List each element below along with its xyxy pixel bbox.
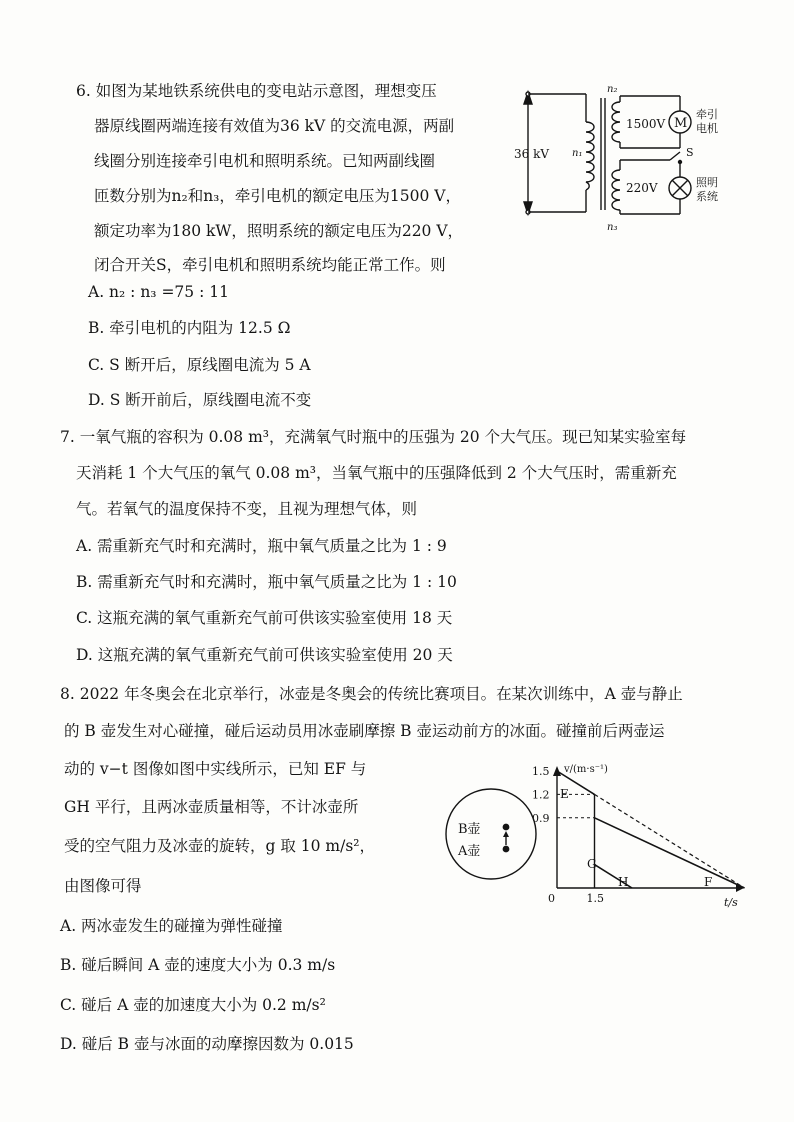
x-axis-label: t/s (724, 896, 738, 909)
motor-label-1: 牵引 (696, 108, 718, 121)
point-label-h: H (618, 875, 629, 889)
q8-line-4: GH 平行，且两冰壶质量相等，不计冰壶所 (64, 798, 359, 816)
transformer-diagram (508, 82, 724, 234)
n3-label: n₃ (607, 222, 618, 233)
stone-a (503, 846, 510, 853)
n1-label: n₁ (572, 148, 583, 159)
y-tick-label: 1.5 (532, 765, 550, 778)
y-axis-label: v/(m·s⁻¹) (564, 764, 608, 775)
q7-line-3: 气。若氧气的温度保持不变，且视为理想气体，则 (76, 500, 418, 518)
q6-option-b: B. 牵引电机的内阻为 12.5 Ω (88, 319, 291, 337)
q8-option-c: C. 碰后 A 壶的加速度大小为 0.2 m/s² (60, 996, 326, 1014)
q8-option-b: B. 碰后瞬间 A 壶的速度大小为 0.3 m/s (60, 956, 336, 974)
source-voltage-label: 36 kV (514, 147, 550, 161)
n2-label: n₂ (607, 84, 618, 95)
motor-label-2: 电机 (696, 122, 718, 135)
q8-line-2: 的 B 壶发生对心碰撞，碰后运动员用冰壶刷摩擦 B 壶运动前方的冰面。碰撞前后两壶运 (64, 722, 665, 740)
switch-label: S (686, 146, 694, 159)
q8-line-1: 8. 2022 年冬奥会在北京举行，冰壶是冬奥会的传统比赛项目。在某次训练中，A 壶与静止 (60, 685, 683, 703)
top-voltage-label: 1500V (626, 117, 666, 131)
x-tick-label: 1.5 (586, 892, 604, 905)
q8-line-3: 动的 v−t 图像如图中实线所示，已知 EF 与 (64, 760, 367, 778)
q6-line-5: 额定功率为180 kW，照明系统的额定电压为220 V， (94, 222, 464, 240)
motor-symbol: M (674, 116, 688, 131)
arrow-up-icon (503, 831, 509, 837)
q6-line-2: 器原线圈两端连接有效值为36 kV 的交流电源，两副 (94, 117, 455, 135)
bottom-voltage-label: 220V (626, 181, 658, 195)
q6-option-a: A. n₂ : n₃ =75 : 11 (88, 283, 229, 301)
q8-option-d: D. 碰后 B 壶与冰面的动摩擦因数为 0.015 (60, 1035, 354, 1053)
vt-graph (530, 760, 750, 910)
vt-series-line-f (595, 818, 745, 888)
q6-option-d: D. S 断开前后，原线圈电流不变 (88, 391, 312, 409)
q6-line-6: 闭合开关S，牵引电机和照明系统均能正常工作。则 (94, 256, 446, 274)
light-label-2: 系统 (696, 190, 718, 203)
q6-line-3: 线圈分别连接牵引电机和照明系统。已知两副线圈 (94, 152, 436, 170)
q8-line-6: 由图像可得 (64, 877, 142, 895)
point-label-e: E (560, 787, 569, 801)
origin-label: 0 (548, 892, 555, 905)
q7-option-b: B. 需重新充气时和充满时，瓶中氧气质量之比为 1 : 10 (76, 573, 457, 591)
point-label-f: F (704, 875, 713, 889)
q7-option-d: D. 这瓶充满的氧气重新充气前可供该实验室使用 20 天 (76, 646, 453, 664)
y-tick-label: 0.9 (532, 811, 550, 825)
stone-a-label: A壶 (458, 844, 481, 859)
stone-b-label: B壶 (458, 822, 481, 837)
point-label-g: G (587, 857, 597, 871)
y-tick-label: 1.2 (532, 788, 550, 802)
q7-option-c: C. 这瓶充满的氧气重新充气前可供该实验室使用 18 天 (76, 609, 453, 627)
q6-option-c: C. S 断开后，原线圈电流为 5 A (88, 356, 311, 374)
vt-series-line-dashed (595, 794, 745, 888)
curling-circle-figure (444, 787, 538, 881)
q8-option-a: A. 两冰壶发生的碰撞为弹性碰撞 (60, 917, 283, 935)
q6-line-4: 匝数分别为n₂和n₃，牵引电机的额定电压为1500 V， (94, 187, 461, 205)
q7-option-a: A. 需重新充气时和充满时，瓶中氧气质量之比为 1 : 9 (76, 537, 447, 555)
q6-line-1: 6. 如图为某地铁系统供电的变电站示意图，理想变压 (76, 82, 437, 100)
stone-b (503, 824, 510, 831)
light-label-1: 照明 (696, 176, 718, 189)
q7-line-1: 7. 一氧气瓶的容积为 0.08 m³，充满氧气时瓶中的压强为 20 个大气压。现已知某实验室每 (60, 428, 687, 446)
q7-line-2: 天消耗 1 个大气压的氧气 0.08 m³，当氧气瓶中的压强降低到 2 个大气压时，需重新充 (76, 464, 677, 482)
q8-line-5: 受的空气阻力及冰壶的旋转，g 取 10 m/s²， (64, 837, 376, 855)
